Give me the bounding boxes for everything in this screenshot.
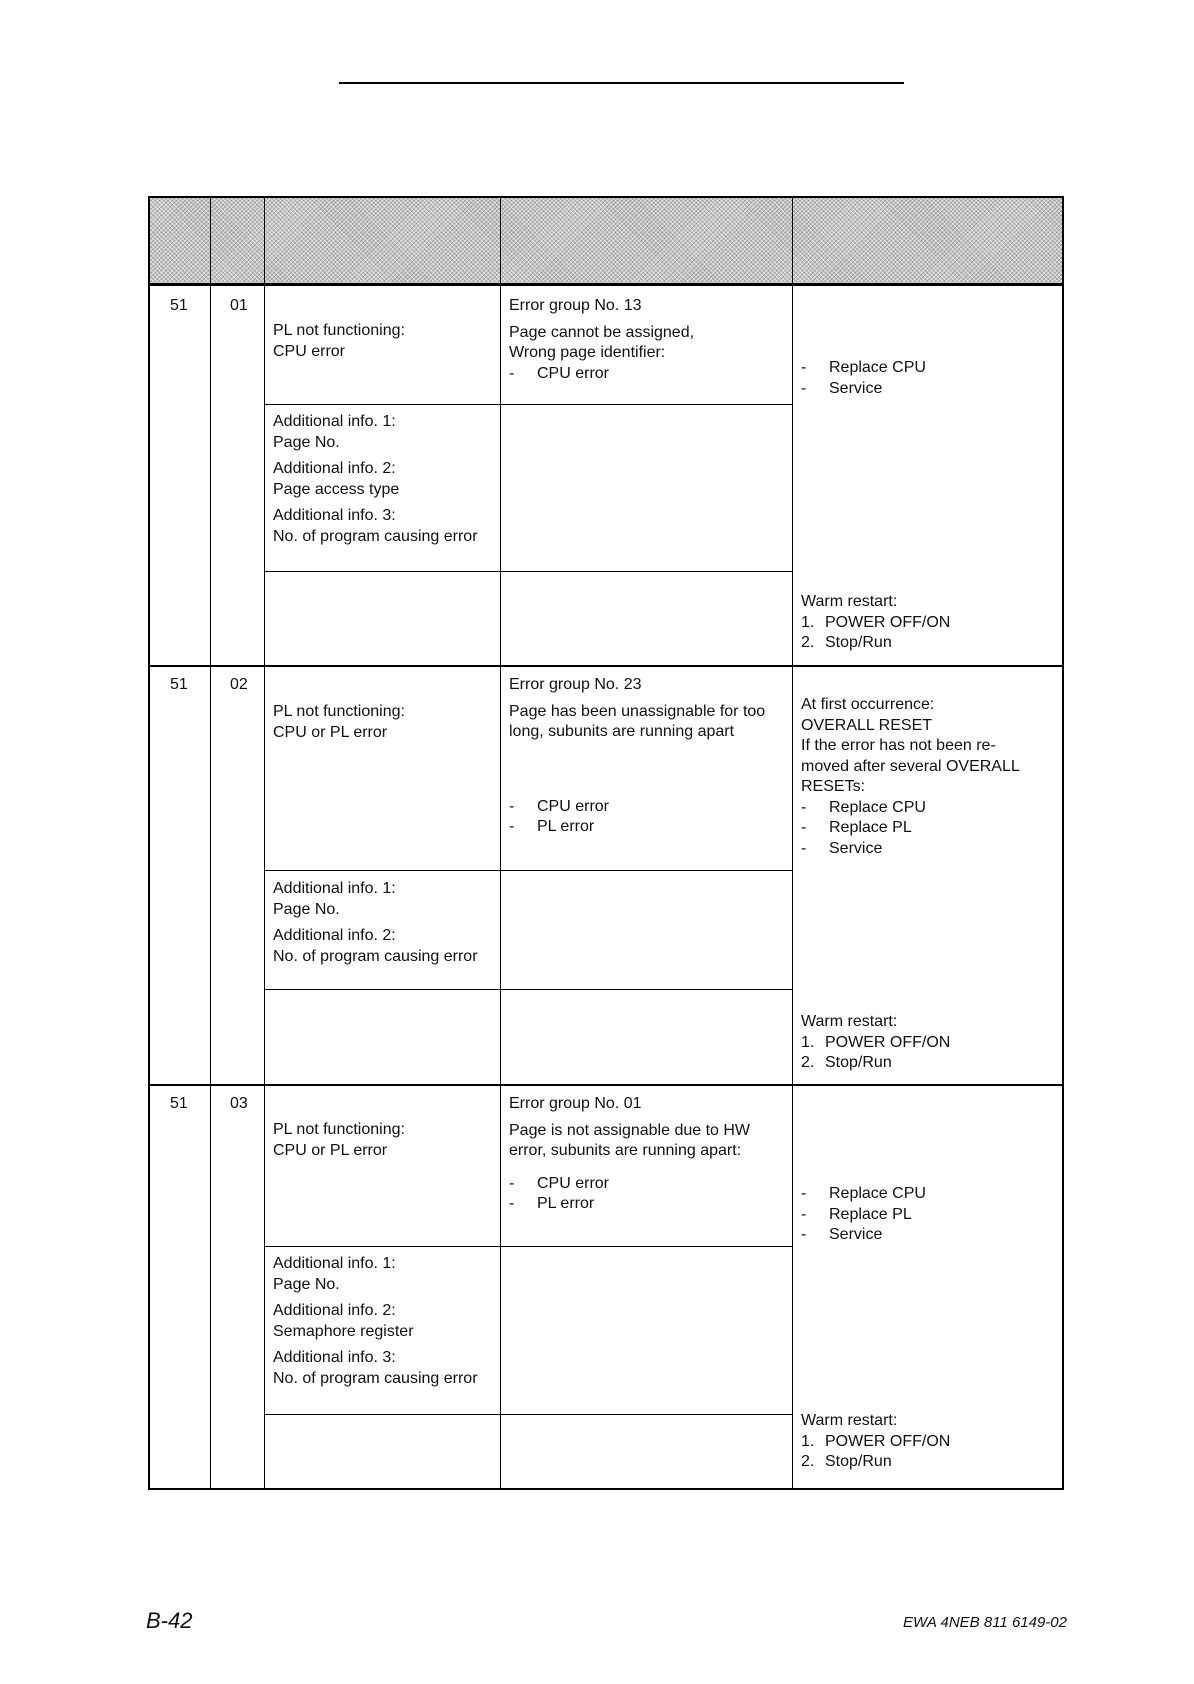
warm-restart: Warm restart: 1. POWER OFF/ON 2. Stop/Run: [801, 593, 951, 651]
error-description: Error group No. 23 Page has been unassignable for too long, subunits are running apart - CPU error - PL error: [509, 675, 789, 838]
error-code-2: 01: [230, 297, 248, 314]
warm-restart: Warm restart: 1. POWER OFF/ON 2. Stop/Run: [801, 1412, 951, 1470]
additional-info: Additional info. 1: Page No. Additional info. 2: No. of program causing error: [273, 880, 478, 965]
error-code-2: 02: [230, 676, 248, 693]
remedy-list: - Replace CPU - Replace PL - Service: [801, 1184, 926, 1246]
error-code-1: 51: [170, 676, 188, 693]
error-group: Error group No. 01: [509, 1095, 642, 1112]
error-group: Error group No. 13: [509, 297, 642, 314]
cause-text: PL not functioning: CPU or PL error: [273, 703, 405, 741]
additional-info: Additional info. 1: Page No. Additional info. 2: Page access type Additional info. 3: No. of program causing error: [273, 413, 478, 545]
error-code-2: 03: [230, 1095, 248, 1112]
error-description: Error group No. 01 Page is not assignable due to HW error, subunits are running apart: - CPU error - PL error: [509, 1094, 789, 1215]
error-code-1: 51: [170, 297, 188, 314]
cause-text: PL not functioning: CPU or PL error: [273, 1121, 405, 1159]
error-code-1: 51: [170, 1095, 188, 1112]
error-group: Error group No. 23: [509, 676, 642, 693]
error-block-51-03: [148, 1086, 1064, 1490]
warm-restart: Warm restart: 1. POWER OFF/ON 2. Stop/Run: [801, 1013, 951, 1071]
error-block-51-01: [148, 286, 1064, 667]
table-header-shaded: [148, 196, 1064, 286]
header-rule: [339, 82, 904, 84]
page-number: B-42: [146, 1608, 193, 1633]
error-description: Error group No. 13 Page cannot be assigned, Wrong page identifier: - CPU error: [509, 296, 789, 384]
additional-info: Additional info. 1: Page No. Additional info. 2: Semaphore register Additional info. 3: No. of program causing error: [273, 1255, 478, 1387]
remedy-list: At first occurrence: OVERALL RESET If the error has not been re- moved after several OVERALL RESETs: - Replace CPU - Replace PL - Service: [801, 695, 1063, 859]
cause-text: PL not functioning: CPU error: [273, 322, 405, 360]
error-table: [148, 196, 1064, 1490]
description-list-item: - CPU error: [509, 364, 789, 385]
document-number: EWA 4NEB 811 6149-02: [903, 1614, 1067, 1631]
error-block-51-02: [148, 667, 1064, 1086]
remedy-list: - Replace CPU - Service: [801, 358, 926, 399]
